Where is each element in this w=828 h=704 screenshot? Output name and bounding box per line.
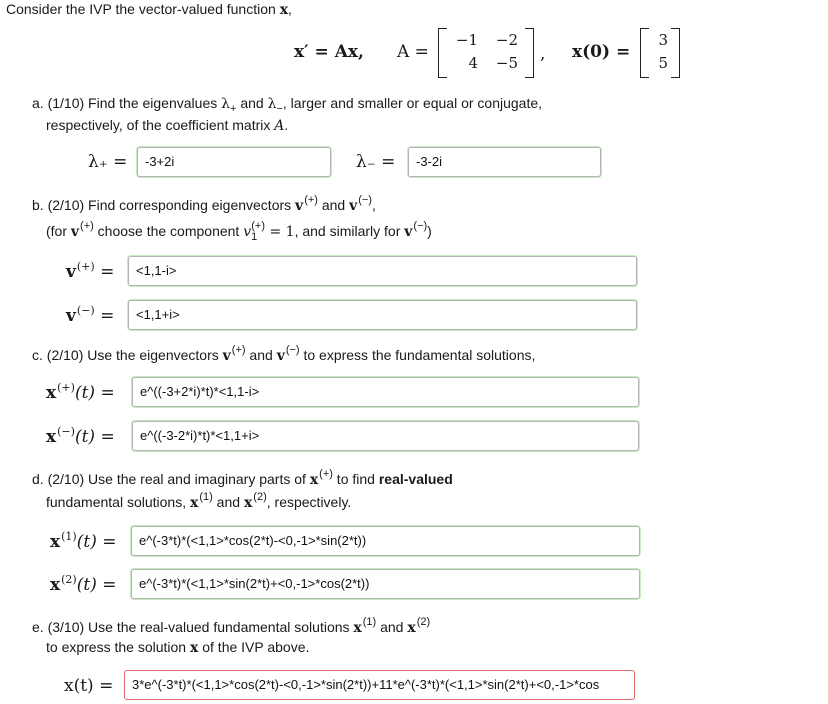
- matrix-A-label: A =: [397, 42, 429, 62]
- part-d-question-line1: d. (2/10) Use the real and imaginary parts of x(+) to find real-valued: [32, 468, 453, 488]
- matrix-A: [438, 28, 534, 78]
- v-plus-label: v(+) =: [66, 260, 115, 282]
- system-sep: ,: [540, 44, 546, 64]
- part-e-question-line2: to express the solution x of the IVP above.: [46, 639, 310, 656]
- x-solution-input[interactable]: 3*e^(-3*t)*(<1,1>*cos(2*t)-<0,-1>*sin(2*t))+11*e^(-3*t)*(<1,1>*sin(2*t)+<0,-1>*cos: [124, 670, 635, 700]
- part-b-question-line2: (for v(+) choose the component $v_1^{(+)} = 1$, and similarly for v(−)): [46, 220, 432, 243]
- x-solution-label: x(t) =: [64, 676, 114, 696]
- matrix-A-cell: −5: [495, 54, 518, 72]
- x-plus-input[interactable]: e^((-3+2*i)*t)*<1,1-i>: [132, 377, 639, 407]
- part-d-question-line2: fundamental solutions, $x^{(1)}$ and $x^{(2)}$, respectively.: [46, 491, 352, 511]
- x1-label: $x^{(1)}(t)$ =: [50, 530, 117, 552]
- x-minus-input[interactable]: e^((-3-2*i)*t)*<1,1+i>: [132, 421, 639, 451]
- part-c-question: c. (2/10) Use the eigenvectors v(+) and v(−) to express the fundamental solutions,: [32, 344, 536, 364]
- system-lhs: x′ = Ax,: [294, 42, 364, 62]
- x0-label: x(0) =: [572, 42, 631, 62]
- lambda-minus-input[interactable]: -3-2i: [408, 147, 601, 177]
- x2-label: $x^{(2)}(t)$ =: [50, 573, 117, 595]
- x-minus-label: x(−)(t) =: [46, 425, 115, 447]
- matrix-A-cell: −1: [455, 31, 478, 49]
- v-minus-input[interactable]: <1,1+i>: [128, 300, 637, 330]
- vector-x0-cell: 5: [658, 54, 668, 72]
- lambda-minus-label: λ₋ =: [356, 152, 396, 172]
- part-a-question-line1: a. (1/10) Find the eigenvalues $\lambda_+$ and $\lambda_-$, larger and smaller or equal or conjugate,: [32, 95, 543, 115]
- part-a-question-line2: respectively, of the coefficient matrix A.: [46, 117, 289, 134]
- vector-x0: [640, 28, 680, 78]
- matrix-A-cell: 4: [468, 54, 478, 72]
- x-plus-label: x(+)(t) =: [46, 381, 115, 403]
- part-e-question-line1: e. (3/10) Use the real-valued fundamental solutions $x^{(1)}$ and $x^{(2)}$: [32, 616, 431, 636]
- matrix-A-cell: −2: [495, 31, 518, 49]
- v-minus-label: v(−) =: [66, 304, 115, 326]
- x1-input[interactable]: e^(-3*t)*(<1,1>*cos(2*t)-<0,-1>*sin(2*t)): [131, 526, 640, 556]
- v-plus-input[interactable]: <1,1-i>: [128, 256, 637, 286]
- lambda-plus-input[interactable]: -3+2i: [137, 147, 331, 177]
- x2-input[interactable]: e^(-3*t)*(<1,1>*sin(2*t)+<0,-1>*cos(2*t)): [131, 569, 640, 599]
- intro-text: Consider the IVP the vector-valued function x,: [6, 1, 292, 18]
- vector-x0-cell: 3: [658, 31, 668, 49]
- part-b-question-line1: b. (2/10) Find corresponding eigenvectors v(+) and v(−),: [32, 194, 376, 214]
- lambda-plus-label: λ₊ =: [88, 152, 128, 172]
